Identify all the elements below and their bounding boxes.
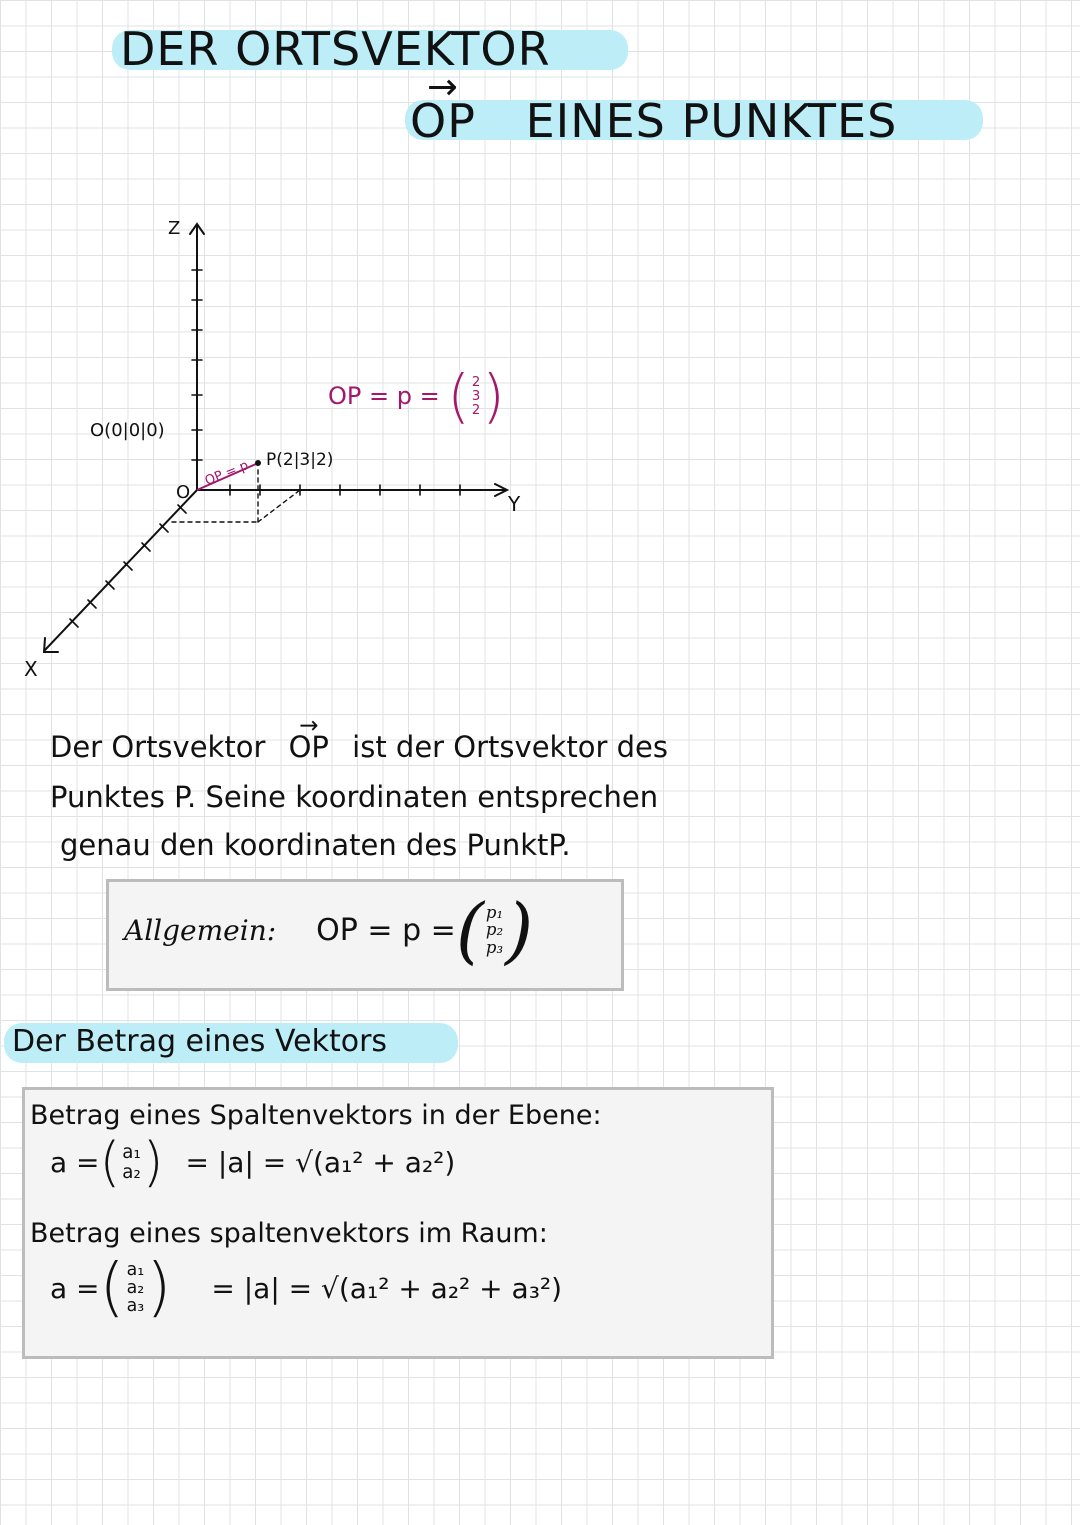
explanation-line-3: genau den koordinaten des PunktP. <box>60 828 571 862</box>
betrag-heading: Der Betrag eines Vektors <box>12 1024 388 1059</box>
point-p-dot <box>255 460 261 466</box>
axis-y-label: Y <box>508 492 521 516</box>
point-p-label: P(2|3|2) <box>266 450 334 470</box>
betrag-plane-label: Betrag eines Spaltenvektors in der Ebene: <box>30 1100 602 1131</box>
explanation-vector-op: → OP <box>289 730 329 764</box>
betrag-plane-component-2: a₂ <box>122 1161 141 1183</box>
betrag-plane-component-1: a₁ <box>122 1142 141 1164</box>
betrag-space-formula <box>50 1250 563 1325</box>
general-label: Allgemein: <box>124 913 277 947</box>
general-column-vector: ( p₁ p₂ p₃ ) <box>455 888 534 972</box>
betrag-plane-formula <box>50 1131 456 1193</box>
axis-x-label: X <box>24 657 38 681</box>
betrag-space-component-3: a₃ <box>126 1296 145 1317</box>
op-arrow-label: OP = p <box>202 458 251 489</box>
diagram-formula <box>328 363 505 430</box>
diagram-formula-column: ( 2 3 2 ) <box>447 363 505 430</box>
explanation-line-1-end: ist der Ortsvektor des <box>352 730 668 764</box>
betrag-space-label: Betrag eines spaltenvektors im Raum: <box>30 1218 548 1249</box>
betrag-plane-column: ( a₁ a₂ ) <box>99 1131 164 1193</box>
betrag-space-rhs: = |a| = √(a₁² + a₂² + a₃²) <box>211 1271 563 1305</box>
diagram-component-3: 2 <box>471 402 481 418</box>
diagram-formula-lhs: OP = p = <box>328 381 440 410</box>
betrag-space-column: ( a₁ a₂ a₃ ) <box>99 1250 172 1325</box>
title-subtitle-text: EINES PUNKTES <box>525 94 898 148</box>
general-component-2: p₂ <box>485 920 504 940</box>
explanation-line-1 <box>50 730 668 764</box>
diagram-component-2: 3 <box>471 388 481 404</box>
betrag-plane-rhs: = |a| = √(a₁² + a₂²) <box>185 1146 456 1180</box>
betrag-space-component-2: a₂ <box>126 1278 145 1299</box>
general-formula <box>124 888 534 972</box>
general-component-1: p₁ <box>485 903 504 923</box>
axis-z-label: Z <box>168 218 181 239</box>
diagram-component-1: 2 <box>471 375 481 390</box>
betrag-space-component-1: a₁ <box>126 1259 145 1280</box>
page-title: DER ORTSVEKTOR <box>120 22 551 76</box>
x-axis <box>45 490 197 650</box>
coordinate-diagram <box>0 0 1080 700</box>
betrag-plane-lhs: a = <box>50 1146 100 1180</box>
title-vector-op: → OP <box>410 94 476 148</box>
general-lhs: OP = p = <box>316 912 456 948</box>
explanation-line-2: Punktes P. Seine koordinaten entsprechen <box>50 780 659 814</box>
general-component-3: p₃ <box>485 937 504 957</box>
origin-coordinates: O(0|0|0) <box>90 420 165 441</box>
betrag-space-lhs: a = <box>50 1271 100 1305</box>
origin-label: O <box>176 482 191 503</box>
explanation-line-1-start: Der Ortsvektor <box>50 730 266 764</box>
